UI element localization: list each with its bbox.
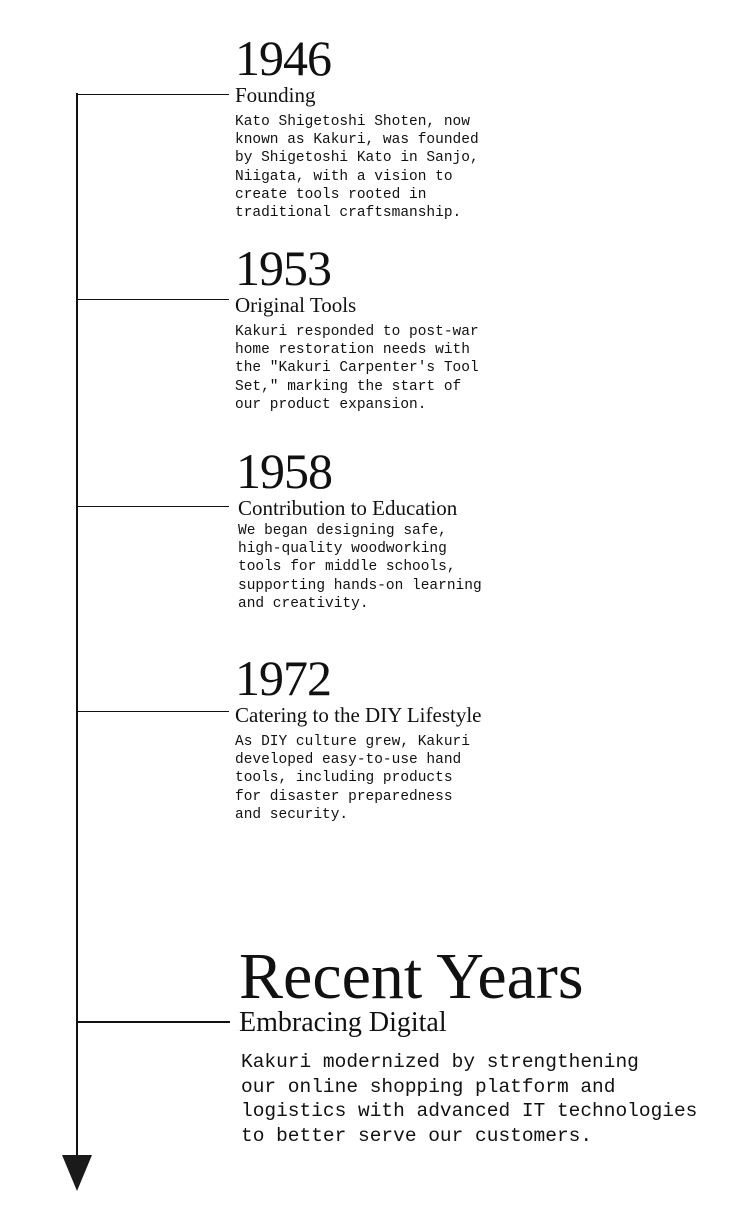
entry-heading: Founding: [235, 83, 316, 107]
timeline-entry-1958: [236, 443, 482, 613]
entry-year: 1958: [236, 443, 332, 499]
timeline-entry-recent-years: [239, 940, 698, 1148]
timeline-tick: [77, 711, 229, 712]
entry-description: Kakuri modernized by strengthening our online shopping platform and logistics with advanced IT technologies to better serve our customers.: [241, 1051, 698, 1147]
entry-description: Kato Shigetoshi Shoten, now known as Kakuri, was founded by Shigetoshi Kato in Sanjo, Niigata, with a vision to create tools rooted in traditional craftsmanship.: [235, 114, 479, 222]
timeline-entry-1972: [235, 650, 482, 824]
timeline-tick: [77, 299, 229, 300]
timeline-tick: [77, 94, 229, 95]
entry-year: 1972: [235, 650, 331, 706]
entry-year: 1946: [235, 30, 331, 86]
entry-year: 1953: [235, 240, 331, 296]
timeline-entry-1946: [235, 30, 479, 222]
timeline-tick: [77, 1021, 230, 1023]
timeline-entry-1953: [235, 240, 479, 414]
entry-year: Recent Years: [239, 940, 584, 1013]
entry-heading: Contribution to Education: [238, 496, 458, 520]
arrow-down-icon: [62, 1155, 92, 1191]
entry-heading: Original Tools: [235, 293, 357, 317]
entry-description: Kakuri responded to post-war home restoration needs with the "Kakuri Carpenter's Tool Set," marking the start of our product expansion.: [235, 324, 479, 413]
timeline-tick: [77, 506, 229, 507]
entry-description: As DIY culture grew, Kakuri developed easy-to-use hand tools, including products for disaster preparedness and security.: [235, 734, 470, 823]
entry-description: We began designing safe, high-quality woodworking tools for middle schools, supporting hands-on learning and creativity.: [238, 523, 482, 612]
entry-heading: Embracing Digital: [239, 1007, 447, 1038]
timeline-axis: [76, 93, 78, 1158]
entry-heading: Catering to the DIY Lifestyle: [235, 703, 482, 727]
